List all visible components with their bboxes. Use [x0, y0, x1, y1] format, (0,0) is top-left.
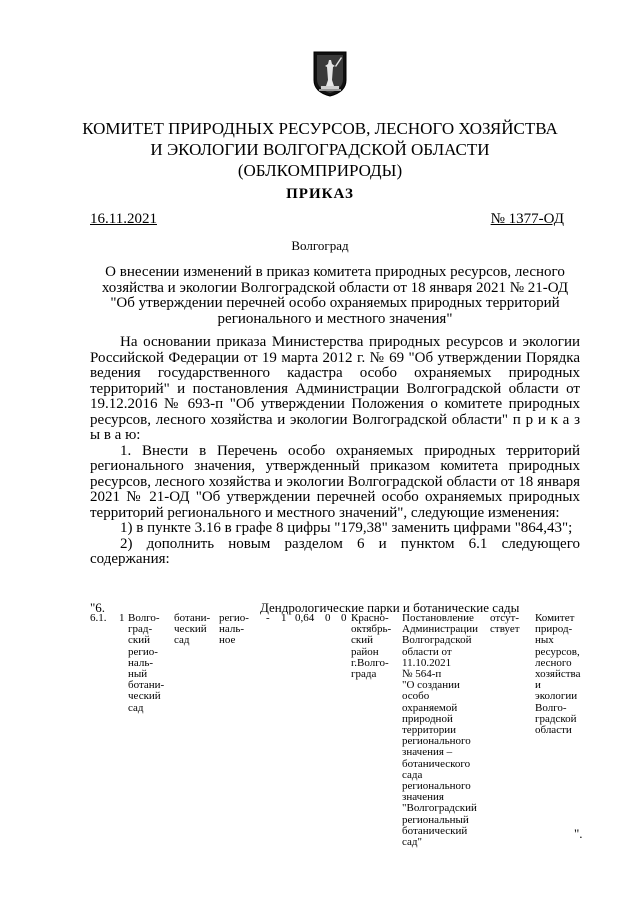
order-subject: О внесении изменений в приказ комитета природных ресурсов, лесного хозяйства и экологии Волгоградской области от 18 января 2021 № 21-ОД "Об утверждении перечней особо охраняемых природных территорий регионального и местного значения" [101, 264, 569, 327]
order-city: Волгоград [291, 238, 349, 253]
body-text [90, 335, 580, 568]
cell-document: Постановление Администрации Волгоградской области от 11.10.2021 № 564-п "О создании особо охраняемой природной территории регионального значения – ботанического сада регионального значения "Волгоградский региональный ботанический сад" [402, 612, 479, 849]
cell-area: 0,64 [295, 612, 315, 624]
table-quote-close: ". [574, 826, 583, 841]
cell-encumbrance: отсут- ствует [490, 612, 520, 636]
cell-category: ботани- ческий сад [174, 612, 211, 647]
cell-index: 1 [119, 612, 125, 624]
cell-col-9: 0 [341, 612, 347, 624]
cell-col-8: 0 [325, 612, 331, 624]
org-name-line-2: И ЭКОЛОГИИ ВОЛГОГРАДСКОЙ ОБЛАСТИ [150, 140, 490, 159]
org-name-line-3: (ОБЛКОМПРИРОДЫ) [237, 161, 403, 180]
org-name-line-1: КОМИТЕТ ПРИРОДНЫХ РЕСУРСОВ, ЛЕСНОГО ХОЗЯЙСТВА [82, 119, 558, 138]
cell-authority: Комитет природ- ных ресурсов, лесного хозяйства и экологии Волго- градской области [535, 612, 581, 737]
cell-row-number: 6.1. [90, 612, 107, 624]
coat-of-arms-icon [312, 50, 348, 98]
cell-col-5: - [266, 612, 270, 624]
paragraph-subitem-1: 1) в пункте 3.16 в графе 8 цифры "179,38" заменить цифрами "864,43"; [120, 520, 573, 536]
table-section-title: Дендрологические парки и ботанические сады [260, 600, 520, 615]
cell-location: Красно- октябрь- ский район г.Волго- града [351, 612, 392, 681]
cell-name: Волго- град- ский регио- наль- ный ботани- ческий сад [128, 612, 165, 714]
paragraph-basis: На основании приказа Министерства природных ресурсов и экологии Российской Федерации от 19 марта 2012 г. № 69 "Об утверждении Порядка ведения государственного кадастра особо охраняемых природных территорий" и постановления Администрации Волгоградской области от 19.12.2016 № 693-п "Об утверждении Положения о комитете природных ресурсов, лесного хозяйства и экологии Волгоградской области" п р и к а з ы в а ю: [90, 334, 580, 443]
order-date: 16.11.2021 [90, 211, 157, 227]
paragraph-subitem-2: 2) дополнить новым разделом 6 и пунктом 6.1 следующего содержания: [90, 535, 580, 567]
order-number: № 1377-ОД [490, 211, 564, 227]
paragraph-item-1: 1. Внести в Перечень особо охраняемых природных территорий регионального значения, утвержденный приказом комитета природных ресурсов, лесного хозяйства и экологии Волгоградской области от 18 января 2021 № 21-ОД "Об утверждении перечней особо охраняемых природных территорий регионального и местного значений", следующие изменения: [90, 442, 580, 521]
cell-col-6: 1 [281, 612, 287, 624]
order-title: ПРИКАЗ [286, 186, 354, 202]
table-quote-open: "6. [90, 600, 106, 615]
cell-significance: регио- наль- ное [219, 612, 249, 647]
